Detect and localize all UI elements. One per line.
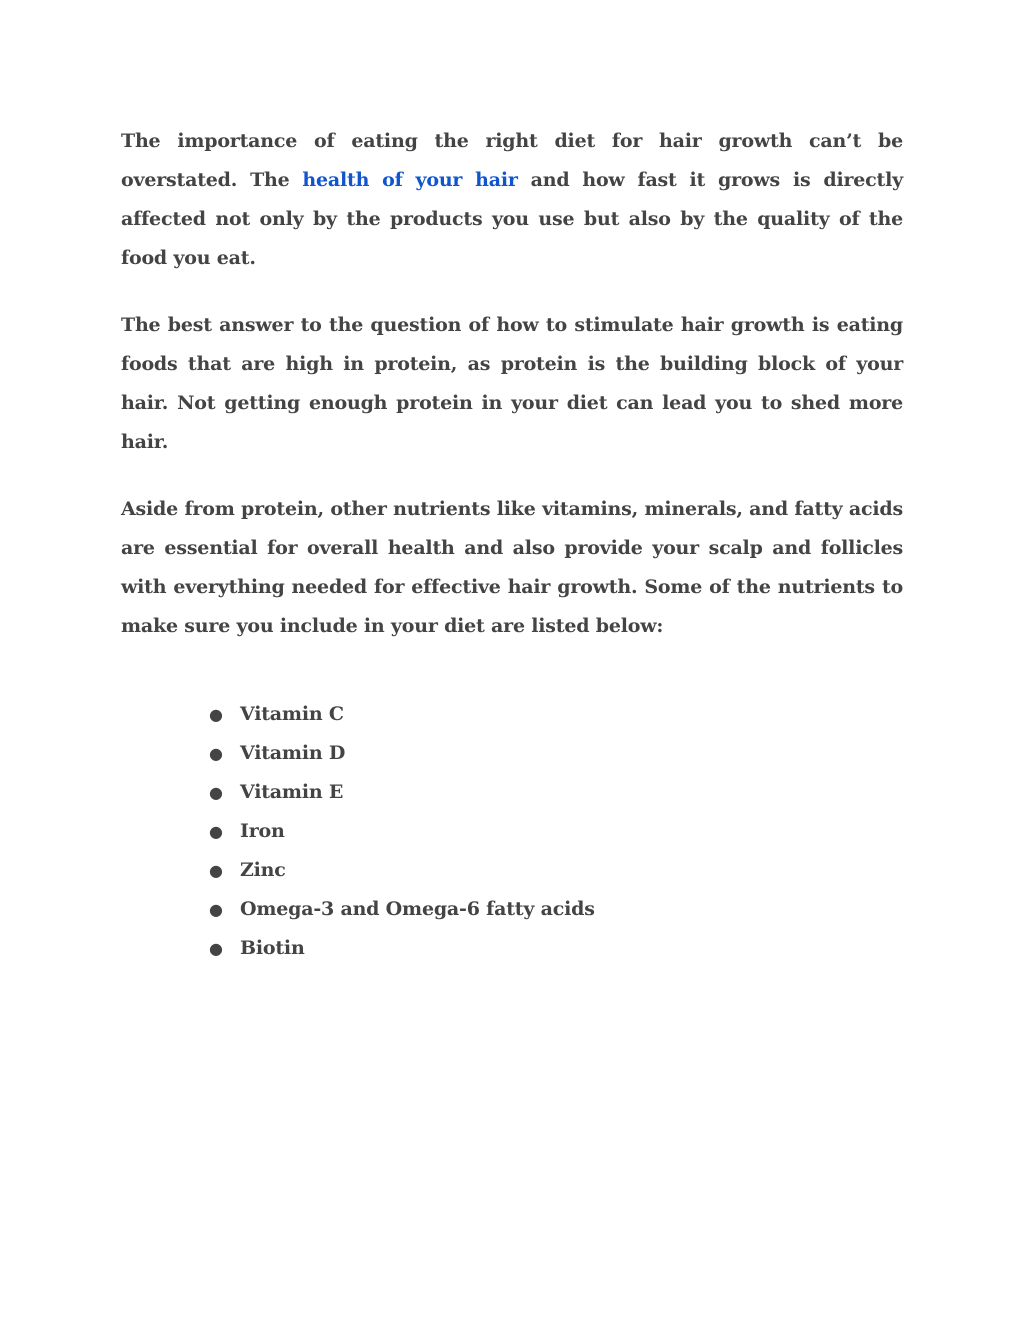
- bullet-icon: ●: [209, 744, 223, 763]
- paragraph-nutrients: Aside from protein, other nutrients like vitamins, minerals, and fatty acids are essential for overall health and also provide your scalp and follicles with everything needed for effective hair growth. Some of the nutrients to make sure you include in your diet are listed below:: [121, 498, 903, 637]
- list-item: [209, 695, 903, 734]
- document-page: [121, 122, 903, 968]
- bullet-icon: ●: [209, 822, 223, 841]
- list-item-label: Zinc: [240, 859, 286, 881]
- bullet-icon: ●: [209, 900, 223, 919]
- intro-text-after-link: and how fast it grows is directly affected not only by the products you use but also by the quality of the food you eat.: [121, 169, 903, 269]
- bullet-icon: ●: [209, 861, 223, 880]
- list-item: [209, 812, 903, 851]
- paragraph-protein: The best answer to the question of how to stimulate hair growth is eating foods that are high in protein, as protein is the building block of your hair. Not getting enough protein in your diet can lead you to shed more hair.: [121, 314, 903, 453]
- intro-text-before-link: The importance of eating the right diet for hair growth can’t be overstated. The: [121, 130, 903, 191]
- bullet-icon: ●: [209, 939, 223, 958]
- list-item: [209, 734, 903, 773]
- bullet-icon: ●: [209, 783, 223, 802]
- nutrient-list: [121, 695, 903, 968]
- list-item: [209, 929, 903, 968]
- health-of-your-hair-link[interactable]: health of your hair: [302, 169, 518, 191]
- paragraph-intro: [121, 122, 903, 278]
- list-item-label: Biotin: [240, 937, 305, 959]
- list-item-label: Iron: [240, 820, 285, 842]
- list-item-label: Vitamin E: [240, 781, 344, 803]
- bullet-icon: ●: [209, 705, 223, 724]
- list-item: [209, 890, 903, 929]
- list-item-label: Omega-3 and Omega-6 fatty acids: [240, 898, 595, 920]
- list-item: [209, 773, 903, 812]
- list-item-label: Vitamin C: [240, 703, 344, 725]
- list-item: [209, 851, 903, 890]
- list-item-label: Vitamin D: [240, 742, 346, 764]
